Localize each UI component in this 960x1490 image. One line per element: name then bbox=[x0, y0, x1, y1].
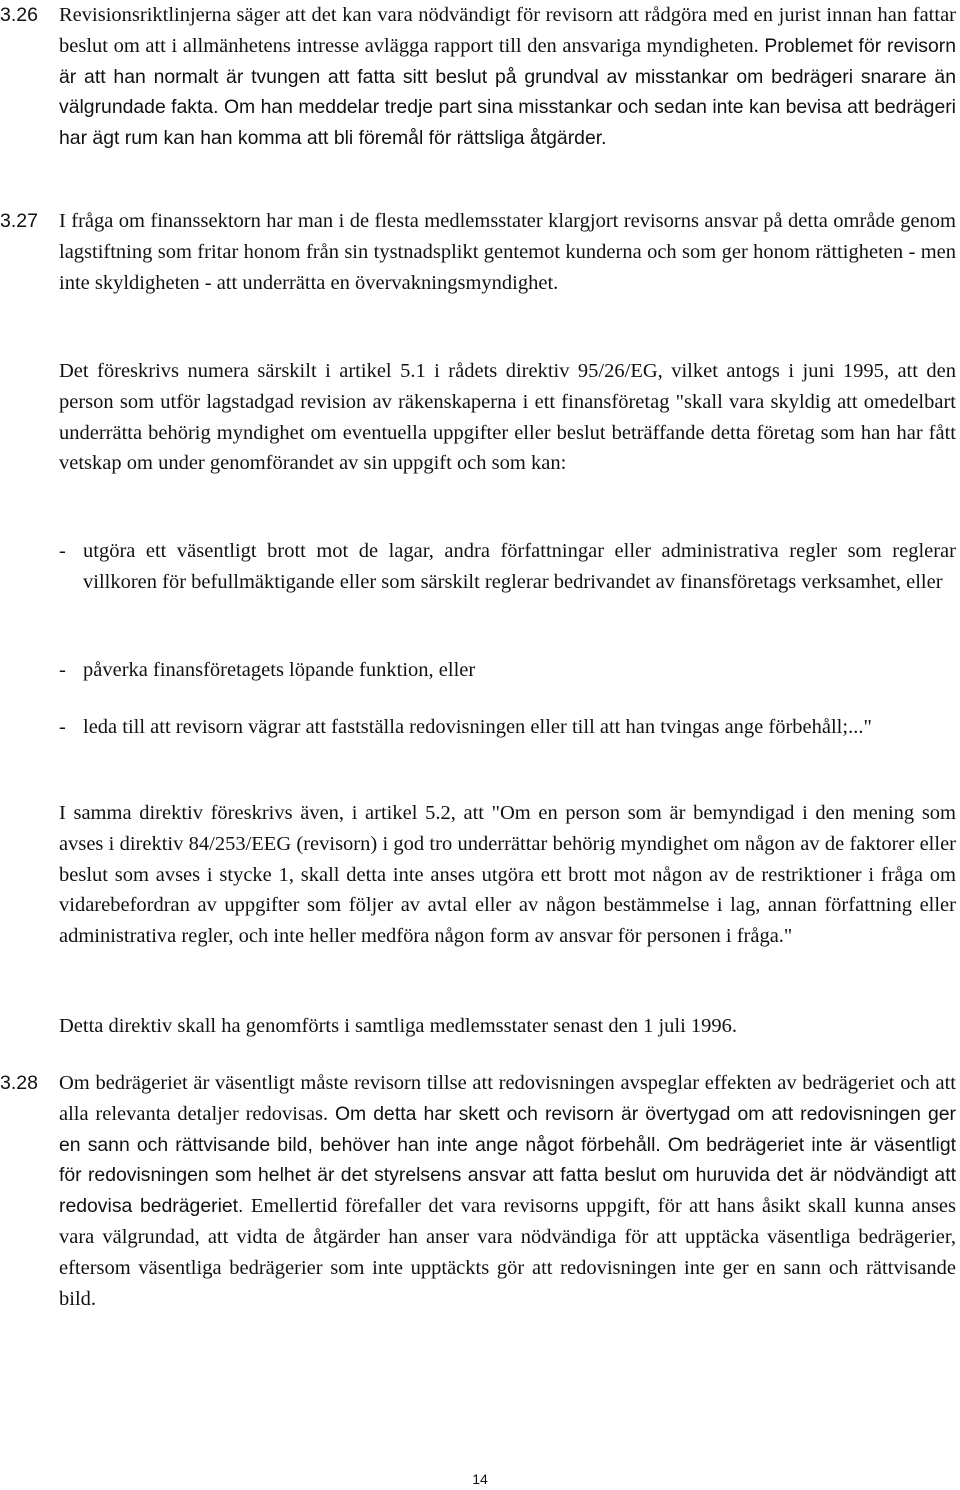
list-item-text: leda till att revisorn vägrar att fastställa redovisningen eller till att han tvingas ange förbehåll;..." bbox=[83, 716, 872, 738]
paragraph-text: I samma direktiv föreskrivs även, i artikel 5.2, att "Om en person som är bemyndigad i den mening som avses i direktiv 84/253/EEG (revisorn) i god tro underrättar behörig myndighet om någon av de faktorer eller beslut som avses i stycke 1, skall detta inte anses utgöra ett brott mot någon av de restriktioner i fråga om vidarebefordran av uppgifter som följer av avtal eller av någon bestämmelse i lag, annan författning eller administrativa regler, och inte heller medföra någon form av ansvar för personen i fråga." bbox=[59, 802, 956, 948]
list-item bbox=[59, 536, 956, 598]
section-number: 3.28 bbox=[0, 1072, 38, 1094]
section-number: 3.26 bbox=[0, 4, 38, 26]
paragraph-text: Detta direktiv skall ha genomförts i samtliga medlemsstater senast den 1 juli 1996. bbox=[59, 1015, 738, 1037]
section-3-27-paragraph-3 bbox=[59, 798, 956, 952]
list-item-text: utgöra ett väsentligt brott mot de lagar, andra författningar eller administrativa regler som reglerar villkoren för befullmäktigande eller som särskilt reglerar bedrivandet av finansföretags verksamhet, eller bbox=[83, 540, 956, 593]
page-number: 14 bbox=[472, 1471, 488, 1487]
list-item-text: påverka finansföretagets löpande funktion, eller bbox=[83, 659, 476, 681]
paragraph-text: Om bedrägeriet är väsentligt måste revisorn tillse att redovisningen avspeglar effekten av bedrägeriet och att alla relevanta detaljer redovisas. bbox=[59, 1072, 956, 1125]
paragraph-text: I fråga om finanssektorn har man i de flesta medlemsstater klargjort revisorns ansvar på detta område genom lagstiftning som fritar honom från sin tystnadsplikt gentemot kunderna och som ger honom rättigheten - men inte skyldigheten - att underrätta en övervakningsmyndighet. bbox=[59, 210, 956, 294]
paragraph-text: Om bedrägeriet inte är väsentligt för redovisningen som helhet är det styrelsens ansvar att fatta beslut om huruvida det är nödvändigt att redovisa bedrägeriet. bbox=[59, 1133, 957, 1218]
section-3-27-paragraph-4 bbox=[59, 1011, 956, 1042]
section-3-27-paragraph-2 bbox=[59, 356, 956, 479]
paragraph-text: Revisionsriktlinjerna säger att det kan vara nödvändigt för revisorn att rådgöra med en jurist innan han fattar beslut om att i allmänhetens intresse avlägga rapport till den ansvariga myndigheten. bbox=[59, 4, 956, 57]
dash-bullet: - bbox=[59, 659, 66, 681]
section-3-27-paragraph-1 bbox=[59, 206, 956, 298]
paragraph-text: Det föreskrivs numera särskilt i artikel 5.1 i rådets direktiv 95/26/EG, vilket antogs i juni 1995, att den person som utför lagstadgad revision av räkenskaperna i ett finansföretag "skall vara skyldig att omedelbart underrätta behörig myndighet om eventuella uppgifter eller beslut beträffande detta företag som han har fått vetskap om under genomförandet av sin uppgift och som kan: bbox=[59, 360, 956, 475]
paragraph-text: Emellertid förefaller det vara revisorns uppgift, för att hans åsikt skall kunna anses vara välgrundad, att vidta de åtgärder han anser vara nödvändiga för att upptäcka väsentliga bedrägerier, eftersom väsentliga bedrägerier som inte upptäckts gör att redovisningen inte ger en sann och rättvisande bild. bbox=[59, 1195, 956, 1310]
section-number: 3.27 bbox=[0, 210, 38, 232]
dash-bullet: - bbox=[59, 716, 66, 738]
list-item bbox=[59, 655, 956, 686]
section-3-28-paragraph bbox=[59, 1068, 956, 1314]
dash-bullet: - bbox=[59, 540, 66, 562]
paragraph-text: Problemet för revisorn är att han normalt är tvungen att fatta sitt beslut på grundval av misstankar om bedrägeri snarare än välgrundade fakta. Om han meddelar tredje part sina misstankar och sedan inte kan bevisa att bedrägeri har ägt rum kan han komma att bli föremål för rättsliga åtgärder. bbox=[59, 34, 957, 150]
section-3-26-paragraph bbox=[59, 0, 956, 154]
paragraph-text: Om detta har skett och revisorn är övertygad om att redovisningen ger en sann och rättvisande bild, behöver han inte ange något förbehåll. bbox=[59, 1102, 957, 1156]
list-item bbox=[59, 712, 956, 743]
